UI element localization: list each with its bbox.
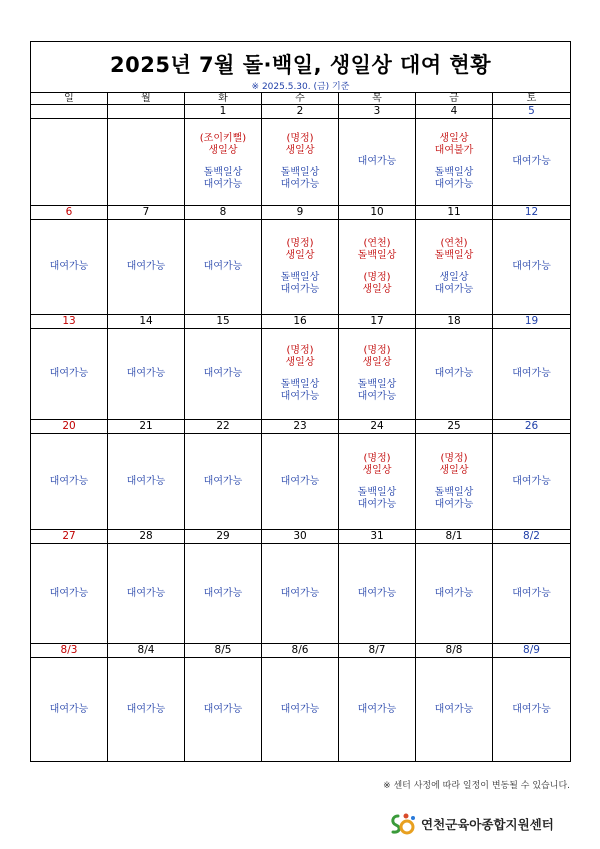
line-gap	[416, 262, 492, 272]
date-label: 1	[185, 105, 262, 119]
day-cell	[31, 434, 108, 530]
org-logo	[389, 812, 554, 836]
date-row	[31, 105, 571, 119]
available-status: 돌백일상	[434, 486, 474, 498]
booked-status: (명정)	[440, 452, 468, 464]
available-status: 대여가능	[49, 587, 89, 599]
available-status: 대여가능	[126, 261, 166, 272]
day-cell	[31, 220, 108, 315]
available-status: 대여가능	[434, 498, 474, 510]
day-cell	[339, 658, 416, 762]
date-label: 7	[108, 206, 185, 220]
booked-status: (명정)	[286, 133, 314, 144]
line-gap	[262, 157, 338, 167]
day-cell	[108, 220, 185, 315]
booked-status: 돌백일상	[357, 250, 397, 261]
line-gap	[185, 157, 261, 167]
day-cell	[262, 220, 339, 315]
date-row	[31, 206, 571, 220]
day-cell	[185, 119, 262, 206]
calendar-sheet	[30, 41, 570, 762]
day-cell	[416, 544, 493, 644]
available-status: 대여가능	[434, 284, 474, 295]
booked-status: (명정)	[363, 345, 391, 356]
date-label: 29	[185, 530, 262, 544]
date-label: 15	[185, 315, 262, 329]
line-gap	[339, 477, 415, 487]
booked-status: 생일상	[362, 464, 392, 476]
day-cell	[416, 658, 493, 762]
available-status: 돌백일상	[280, 167, 320, 178]
day-cell	[31, 544, 108, 644]
day-cell	[493, 220, 571, 315]
available-status: 대여가능	[203, 587, 243, 599]
day-cell	[31, 119, 108, 206]
status-row	[31, 658, 571, 762]
date-label: 17	[339, 315, 416, 329]
weekday-wed: 수	[262, 93, 339, 105]
date-label: 25	[416, 420, 493, 434]
status-row	[31, 329, 571, 420]
available-status: 대여가능	[203, 703, 243, 715]
available-status: 대여가능	[357, 703, 397, 715]
day-cell	[185, 544, 262, 644]
available-status: 대여가능	[357, 587, 397, 599]
available-status: 돌백일상	[203, 167, 243, 178]
booked-status: 생일상	[285, 145, 315, 156]
weekday-header-row	[31, 93, 571, 105]
date-label: 14	[108, 315, 185, 329]
date-label: 21	[108, 420, 185, 434]
date-label: 8/9	[493, 644, 571, 658]
available-status: 대여가능	[49, 261, 89, 272]
available-status: 돌백일상	[280, 379, 320, 390]
available-status: 대여가능	[434, 368, 474, 379]
available-status: 대여가능	[203, 475, 243, 487]
date-label: 8/8	[416, 644, 493, 658]
calendar-table	[30, 41, 571, 762]
weekday-tue: 화	[185, 93, 262, 105]
reference-date: ※ 2025.5.30. (금) 기준	[251, 82, 350, 92]
date-label: 11	[416, 206, 493, 220]
day-cell	[493, 544, 571, 644]
date-label	[108, 105, 185, 119]
day-cell	[262, 329, 339, 420]
line-gap	[262, 369, 338, 379]
date-label: 31	[339, 530, 416, 544]
day-cell	[416, 119, 493, 206]
day-cell	[185, 434, 262, 530]
day-cell	[262, 434, 339, 530]
day-cell	[108, 329, 185, 420]
date-label: 22	[185, 420, 262, 434]
status-row	[31, 220, 571, 315]
day-cell	[493, 329, 571, 420]
day-cell	[185, 220, 262, 315]
title-cell	[31, 42, 571, 93]
booked-status: (명정)	[286, 238, 314, 249]
day-cell	[493, 658, 571, 762]
available-status: 대여가능	[203, 261, 243, 272]
date-label: 16	[262, 315, 339, 329]
date-label: 8/6	[262, 644, 339, 658]
date-label: 20	[31, 420, 108, 434]
page-title: 2025년 7월 돌·백일, 생일상 대여 현황	[110, 53, 492, 77]
available-status: 대여가능	[357, 498, 397, 510]
available-status: 대여가능	[357, 391, 397, 402]
weekday-thu: 목	[339, 93, 416, 105]
available-status: 대여가능	[512, 261, 551, 272]
booked-status: 대여불가	[434, 145, 474, 156]
day-cell	[108, 434, 185, 530]
date-label: 24	[339, 420, 416, 434]
date-label: 8/1	[416, 530, 493, 544]
booked-status: 생일상	[362, 357, 392, 368]
org-name: 연천군육아종합지원센터	[421, 817, 554, 832]
available-status: 대여가능	[434, 179, 474, 190]
available-status: 대여가능	[512, 587, 551, 599]
available-status: 대여가능	[126, 475, 166, 487]
line-gap	[339, 369, 415, 379]
date-label: 8/5	[185, 644, 262, 658]
org-logo-icon	[389, 812, 417, 836]
booked-status: 돌백일상	[434, 250, 474, 261]
date-label: 3	[339, 105, 416, 119]
weekday-sun: 일	[31, 93, 108, 105]
day-cell	[493, 434, 571, 530]
date-label	[31, 105, 108, 119]
date-label: 26	[493, 420, 571, 434]
date-label: 8	[185, 206, 262, 220]
day-cell	[493, 119, 571, 206]
date-label: 13	[31, 315, 108, 329]
booked-status: 생일상	[439, 464, 469, 476]
date-label: 6	[31, 206, 108, 220]
date-row	[31, 644, 571, 658]
date-label: 8/7	[339, 644, 416, 658]
day-cell	[416, 329, 493, 420]
day-cell	[262, 544, 339, 644]
date-row	[31, 420, 571, 434]
date-label: 2	[262, 105, 339, 119]
available-status: 대여가능	[280, 391, 320, 402]
date-label: 8/4	[108, 644, 185, 658]
booked-status: (명정)	[363, 452, 391, 464]
booked-status: 생일상	[208, 145, 238, 156]
booked-status: 생일상	[362, 284, 392, 295]
date-label: 27	[31, 530, 108, 544]
booked-status: 생일상	[285, 250, 315, 261]
day-cell	[108, 658, 185, 762]
available-status: 대여가능	[280, 179, 320, 190]
available-status: 돌백일상	[357, 486, 397, 498]
available-status: 대여가능	[434, 587, 474, 599]
date-label: 19	[493, 315, 571, 329]
date-label: 28	[108, 530, 185, 544]
date-label: 4	[416, 105, 493, 119]
available-status: 대여가능	[203, 368, 243, 379]
available-status: 돌백일상	[280, 272, 320, 283]
day-cell	[339, 329, 416, 420]
date-label: 23	[262, 420, 339, 434]
weekday-sat: 토	[493, 93, 571, 105]
day-cell	[339, 220, 416, 315]
footer-note: ※ 센터 사정에 따라 일정이 변동될 수 있습니다.	[383, 781, 570, 791]
day-cell	[108, 544, 185, 644]
day-cell	[185, 329, 262, 420]
date-label: 10	[339, 206, 416, 220]
date-label: 30	[262, 530, 339, 544]
line-gap	[416, 477, 492, 487]
available-status: 대여가능	[512, 368, 551, 379]
available-status: 돌백일상	[434, 167, 474, 178]
available-status: 대여가능	[280, 475, 320, 487]
day-cell	[31, 658, 108, 762]
booked-status: (명정)	[286, 345, 314, 356]
booked-status: (명정)	[363, 272, 391, 283]
available-status: 대여가능	[49, 475, 89, 487]
booked-status: 생일상	[439, 133, 469, 144]
available-status: 대여가능	[126, 368, 166, 379]
available-status: 대여가능	[126, 587, 166, 599]
day-cell	[262, 658, 339, 762]
available-status: 대여가능	[280, 587, 320, 599]
booked-status: 생일상	[285, 357, 315, 368]
available-status: 대여가능	[280, 703, 320, 715]
available-status: 대여가능	[203, 179, 243, 190]
available-status: 대여가능	[280, 284, 320, 295]
day-cell	[31, 329, 108, 420]
available-status: 대여가능	[434, 703, 474, 715]
date-row	[31, 315, 571, 329]
available-status: 대여가능	[126, 703, 166, 715]
available-status: 생일상	[439, 272, 469, 283]
day-cell	[416, 434, 493, 530]
date-label: 8/2	[493, 530, 571, 544]
line-gap	[339, 262, 415, 272]
date-label: 8/3	[31, 644, 108, 658]
line-gap	[416, 157, 492, 167]
day-cell	[262, 119, 339, 206]
booked-status: (연천)	[440, 238, 468, 249]
available-status: 대여가능	[357, 156, 397, 167]
date-label: 5	[493, 105, 571, 119]
date-row	[31, 530, 571, 544]
available-status: 대여가능	[49, 368, 89, 379]
available-status: 대여가능	[512, 703, 551, 715]
weekday-mon: 월	[108, 93, 185, 105]
line-gap	[262, 262, 338, 272]
day-cell	[339, 119, 416, 206]
available-status: 돌백일상	[357, 379, 397, 390]
status-row	[31, 434, 571, 530]
date-label: 18	[416, 315, 493, 329]
status-row	[31, 544, 571, 644]
day-cell	[108, 119, 185, 206]
day-cell	[339, 544, 416, 644]
day-cell	[339, 434, 416, 530]
available-status: 대여가능	[512, 475, 551, 487]
date-label: 12	[493, 206, 571, 220]
booked-status: (연천)	[363, 238, 391, 249]
available-status: 대여가능	[512, 156, 551, 167]
status-row	[31, 119, 571, 206]
weekday-fri: 금	[416, 93, 493, 105]
available-status: 대여가능	[49, 703, 89, 715]
day-cell	[185, 658, 262, 762]
day-cell	[416, 220, 493, 315]
booked-status: (조이키뻘)	[199, 133, 247, 144]
date-label: 9	[262, 206, 339, 220]
